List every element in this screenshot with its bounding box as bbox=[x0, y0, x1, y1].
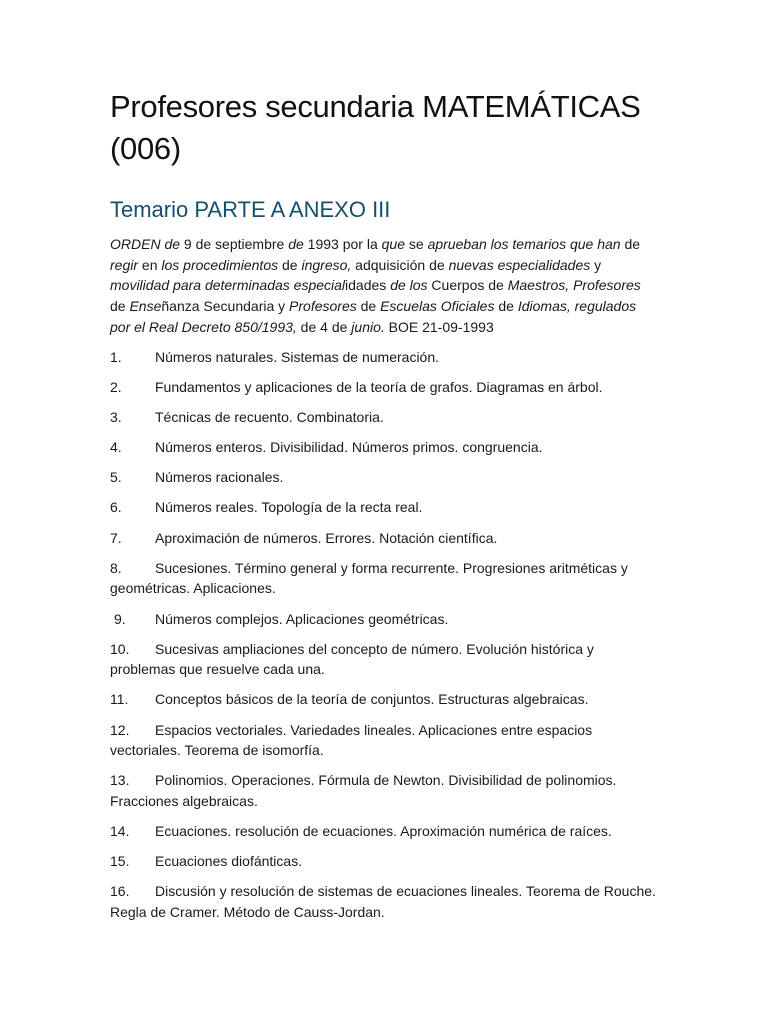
intro-segment: 9 de septiembre bbox=[180, 236, 289, 252]
topic-text: Números reales. Topología de la recta real. bbox=[155, 499, 423, 516]
intro-segment: Escuelas Oficiales bbox=[380, 298, 495, 315]
intro-segment: regir bbox=[110, 256, 139, 273]
intro-segment: de bbox=[494, 298, 518, 315]
topic-text: Conceptos básicos de la teoría de conjuntos. Estructuras algebraicas. bbox=[155, 691, 589, 708]
intro-segment: de bbox=[620, 236, 641, 252]
topic-list bbox=[110, 347, 658, 923]
document-title: Profesores secundaria MATEMÁTICAS (006) bbox=[110, 89, 641, 166]
intro-segment: movilidad para determinadas especial bbox=[110, 277, 346, 294]
topic-item bbox=[110, 497, 658, 518]
topic-number: 14. bbox=[110, 822, 130, 839]
intro-segment: de bbox=[356, 298, 381, 315]
intro-segment: en bbox=[138, 256, 162, 273]
topic-text: Números naturales. Sistemas de numeración. bbox=[155, 348, 440, 365]
intro-segment: ingreso, bbox=[301, 256, 352, 273]
topic-number: 7. bbox=[110, 529, 122, 546]
topic-number: 16. bbox=[110, 883, 130, 900]
topic-item bbox=[110, 407, 658, 428]
intro-segment: BOE 21-09-1993 bbox=[384, 318, 494, 335]
topic-item bbox=[110, 770, 658, 811]
topic-item bbox=[110, 609, 658, 630]
topic-item bbox=[110, 437, 658, 458]
intro-segment: junio. bbox=[351, 318, 385, 335]
topic-text: Números racionales. bbox=[155, 469, 284, 486]
intro-segment: se bbox=[404, 236, 428, 252]
topic-number: 4. bbox=[110, 439, 122, 456]
intro-segment: los bbox=[161, 256, 180, 273]
topic-item bbox=[110, 467, 658, 488]
intro-segment: ORDEN de bbox=[110, 236, 181, 252]
topic-text: Sucesivas ampliaciones del concepto de número. Evolución histórica y problemas que resuelve cada una. bbox=[110, 640, 594, 678]
topic-item bbox=[110, 881, 658, 922]
intro-segment: y bbox=[590, 256, 602, 273]
topic-number: 15. bbox=[110, 853, 130, 870]
intro-segment: Maestros, Profesores bbox=[507, 277, 641, 294]
intro-segment: adquisición de bbox=[351, 256, 449, 273]
topic-item bbox=[110, 528, 658, 549]
intro-segment: idades bbox=[345, 277, 391, 294]
intro-segment: aprueban los temarios que han bbox=[427, 236, 621, 252]
topic-text: Números complejos. Aplicaciones geométricas. bbox=[155, 610, 449, 627]
topic-number: 6. bbox=[110, 499, 122, 516]
intro-segment: nuevas especialidades bbox=[448, 256, 591, 273]
intro-segment: que bbox=[381, 236, 405, 252]
topic-text: Polinomios. Operaciones. Fórmula de Newton. Divisibilidad de polinomios. Fracciones algebraicas. bbox=[110, 772, 617, 809]
intro-segment: de 4 de bbox=[296, 318, 352, 335]
topic-number: 12. bbox=[110, 721, 130, 738]
intro-segment: Ense bbox=[129, 298, 162, 315]
topic-number: 11. bbox=[110, 691, 129, 708]
topic-text: Ecuaciones diofánticas. bbox=[155, 853, 303, 870]
intro-segment: Profesores bbox=[289, 298, 357, 315]
intro-segment: de bbox=[288, 236, 304, 252]
topic-item bbox=[110, 851, 658, 872]
intro-segment: procedimientos bbox=[179, 256, 282, 273]
topic-number: 5. bbox=[110, 469, 122, 486]
topic-number: 10. bbox=[110, 640, 130, 657]
topic-text: Sucesiones. Término general y forma recurrente. Progresiones aritméticas y geométricas. Aplicaciones. bbox=[110, 559, 628, 597]
intro-segment: de bbox=[110, 298, 130, 315]
intro-paragraph bbox=[110, 234, 658, 338]
topic-number: 1. bbox=[110, 348, 122, 365]
topic-text: Aproximación de números. Errores. Notación científica. bbox=[155, 529, 498, 546]
topic-text: Discusión y resolución de sistemas de ecuaciones lineales. Teorema de Rouche. Regla de Cramer. Método de Causs-Jordan. bbox=[110, 883, 656, 920]
topic-item bbox=[110, 689, 658, 710]
topic-text: Técnicas de recuento. Combinatoria. bbox=[155, 408, 384, 425]
topic-item bbox=[110, 347, 658, 368]
topic-item bbox=[110, 720, 658, 761]
topic-number: 3. bbox=[110, 408, 122, 425]
topic-item bbox=[110, 558, 658, 599]
topic-number: 13. bbox=[110, 772, 130, 789]
topic-number: 2. bbox=[110, 378, 122, 395]
topic-text: Espacios vectoriales. Variedades lineales. Aplicaciones entre espacios vectoriales. Teorema de isomorfía. bbox=[110, 721, 593, 759]
topic-item bbox=[110, 377, 658, 398]
intro-segment: 1993 por la bbox=[303, 236, 382, 252]
document-subtitle: Temario PARTE A ANEXO III bbox=[110, 197, 391, 222]
intro-segment: ñanza Secundaria y bbox=[161, 298, 290, 315]
intro-segment: de los bbox=[390, 277, 428, 294]
topic-text: Fundamentos y aplicaciones de la teoría de grafos. Diagramas en árbol. bbox=[155, 378, 603, 395]
intro-segment: Cuerpos de bbox=[427, 277, 508, 294]
intro-segment: de bbox=[282, 256, 302, 273]
topic-number: 8. bbox=[110, 559, 122, 576]
topic-text: Ecuaciones. resolución de ecuaciones. Aproximación numérica de raíces. bbox=[155, 822, 612, 839]
intro-segment: Idiomas, regulados por el Real Decreto 850/1993, bbox=[110, 298, 637, 335]
topic-text: Números enteros. Divisibilidad. Números primos. congruencia. bbox=[155, 439, 543, 456]
topic-item bbox=[110, 821, 658, 842]
topic-item bbox=[110, 639, 658, 680]
topic-number: 9. bbox=[114, 610, 126, 627]
